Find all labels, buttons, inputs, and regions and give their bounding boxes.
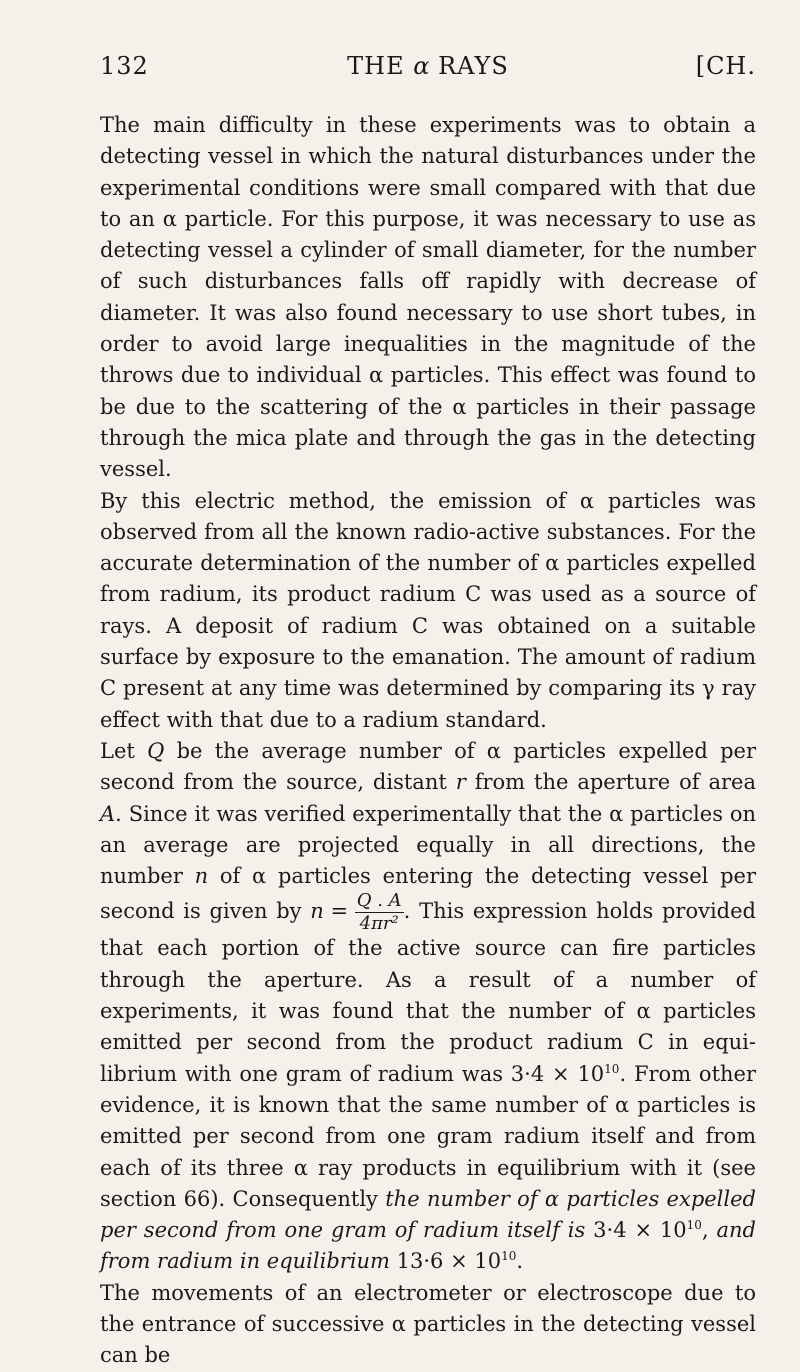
paragraph-3-text-f: This expression holds provided that each portion of the active source can fire particles through the aperture. As a result of a number of experiments, it was found that the number of α particles emitted per second from the product radium C in equi-librium with one gram of radium was 3·4 × 10 (100, 899, 756, 1086)
chapter-mark: [CH. (695, 52, 756, 80)
variable-a: A (100, 801, 116, 826)
running-title (100, 52, 756, 80)
emphasis-2: and from radium in equilibrium (100, 1218, 756, 1274)
emphasis-1: the number of α particles expelled per second from one gram of radium itself is (100, 1186, 756, 1243)
paragraph-1: The main difficulty in these experiments was to obtain a detecting vessel in which the natural disturbances under the experimental conditions were small compared with that due to an α particle. For this purpose, it was necessary to use as detecting vessel a cylinder of small diameter, for the number of such disturbances falls off rapidly with decrease of diameter. It was also found necessary to use short tubes, in order to avoid large inequalities in the magnitude of the throws due to individual α particles. This effect was found to be due to the scattering of the α particles in their passage through the mica plate and through the gas in the detecting vessel. (100, 113, 756, 482)
paragraph-3-text-e: of α particles entering the detecting vessel per second is given by (100, 864, 756, 924)
paragraph-3-text-j: 13·6 × 10 (389, 1249, 502, 1274)
exponent-3: 10 (501, 1249, 517, 1264)
formula-lhs: n = (310, 899, 349, 924)
running-title-pre: THE (347, 52, 414, 80)
formula-numerator: Q . A (356, 890, 402, 912)
paragraph-3-text-c: from the aperture of area (465, 770, 757, 795)
paragraph-3-text-d: . Since it was verified experimentally that the α particles on an average are projected equally in all directions, the number (100, 801, 756, 889)
paragraph-3-text-k: . (516, 1249, 524, 1274)
variable-n: n (194, 864, 209, 889)
paragraph-3-text-b: be the average number of α particles expelled per second from the source, distant (100, 738, 756, 795)
paragraph-3-text-a: Let (100, 738, 148, 763)
body-text (100, 110, 756, 1372)
running-header (100, 44, 756, 88)
paragraph-4: The movements of an electrometer or electroscope due to the entrance of successive α particles in the detecting vessel can be (100, 1280, 756, 1368)
paragraph-3 (100, 736, 756, 1278)
running-title-post: RAYS (429, 52, 509, 80)
formula-fraction (355, 892, 404, 933)
exponent-2: 10 (686, 1218, 702, 1233)
variable-r: r (455, 770, 466, 795)
variable-q: Q (147, 738, 165, 763)
paragraph-3-text-i: , (701, 1218, 717, 1243)
paragraph-3-text-g: . From other evidence, it is known that the same number of α particles is emitted per second from one gram radium itself and from each of its three α ray products in equilibrium with it (see section 66). Consequently (100, 1061, 757, 1211)
running-title-alpha: α (413, 52, 430, 80)
page-number: 132 (100, 52, 149, 80)
exponent-1: 10 (604, 1061, 620, 1076)
paragraph-2: By this electric method, the emission of α particles was observed from all the known radio-active substances. For the accurate determination of the number of α particles expelled from radium, its product radium C was used as a source of rays. A deposit of radium C was obtained on a suitable surface by exposure to the emanation. The amount of radium C present at any time was determined by comparing its γ ray effect with that due to a radium standard. (100, 488, 756, 732)
formula (310, 892, 410, 933)
paragraph-3-text-h: 3·4 × 10 (585, 1218, 687, 1243)
formula-end: . (403, 899, 411, 924)
formula-denominator: 4πr² (359, 913, 399, 935)
